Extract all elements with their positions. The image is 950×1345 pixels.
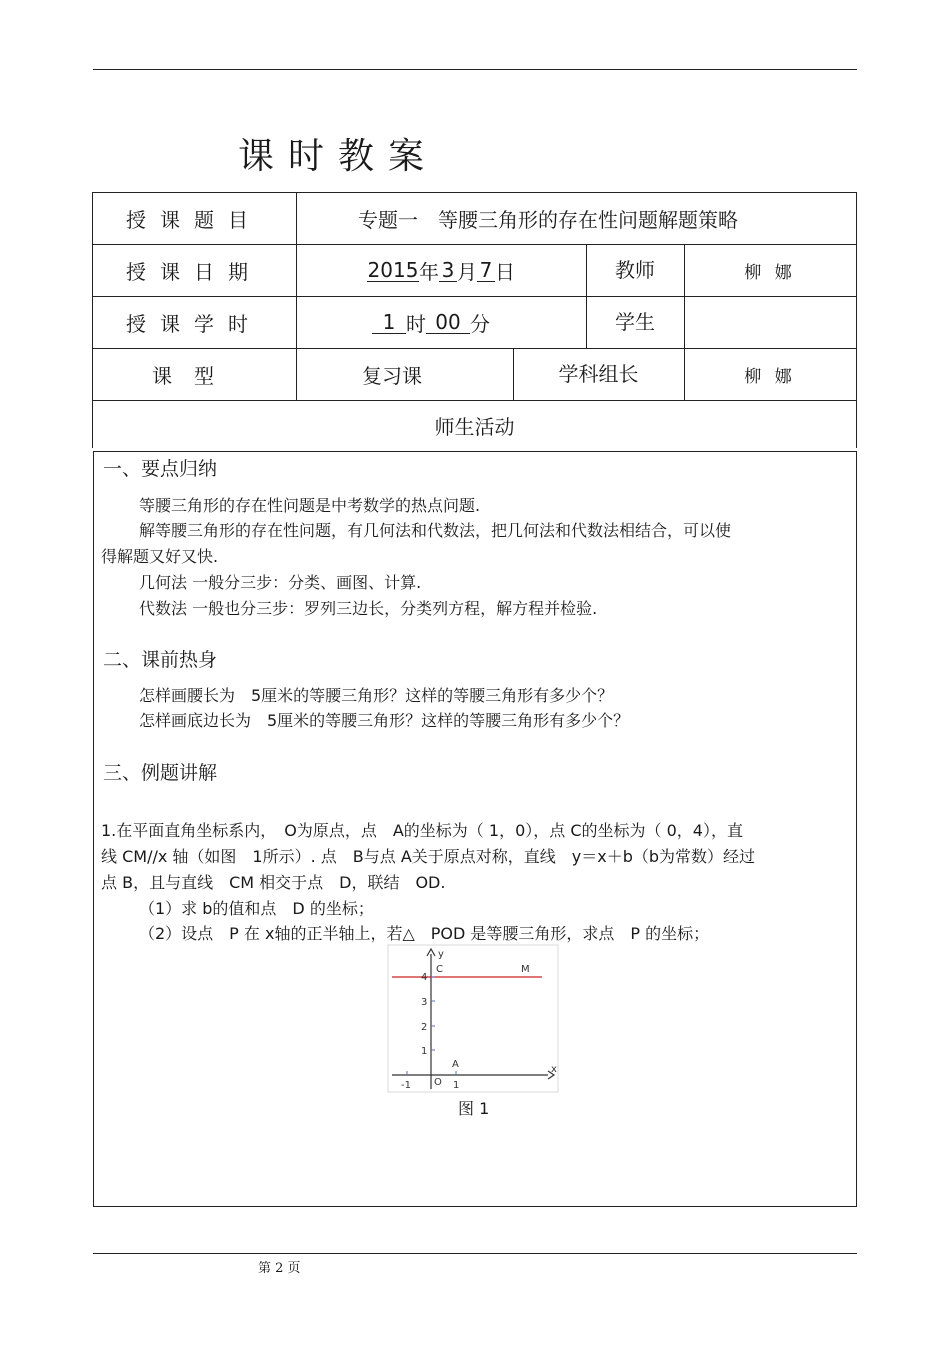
s1-paragraph-2a: 解等腰三角形的存在性问题，有几何法和代数法，把几何法和代数法相结合，可以使 xyxy=(139,521,732,540)
hours-label: 授课学时 xyxy=(126,311,262,336)
label-c: C xyxy=(436,964,443,975)
date-label: 授课日期 xyxy=(126,259,262,284)
tick-label-x1: 1 xyxy=(453,1080,460,1091)
question-1-line-3: 点 B，且与直线 CM 相交于点 D，联结 OD. xyxy=(101,873,446,892)
date-year-unit: 年 xyxy=(419,259,439,284)
section-title-3: 三、例题讲解 xyxy=(103,762,218,784)
s1-paragraph-3: 几何法 一般分三步：分类、画图、计算. xyxy=(139,573,422,592)
date-value xyxy=(296,244,586,296)
student-value xyxy=(684,296,856,348)
s1-paragraph-1: 等腰三角形的存在性问题是中考数学的热点问题. xyxy=(139,496,481,515)
label-x: x xyxy=(551,1064,557,1075)
date-month: 3 xyxy=(439,259,457,282)
tick-label-1: 1 xyxy=(421,1046,428,1057)
tick-label-4: 4 xyxy=(421,972,428,983)
question-1-line-2: 线 CM//x 轴（如图 1所示）. 点 B与点 A关于原点对称，直线 y＝x＋b（b为常数）经过 xyxy=(101,847,756,866)
s2-paragraph-1: 怎样画腰长为 5厘米的等腰三角形？这样的等腰三角形有多少个？ xyxy=(139,686,614,705)
type-label: 课型 xyxy=(152,363,236,388)
leader-label: 学科组长 xyxy=(558,361,639,386)
coordinate-figure xyxy=(386,944,560,1094)
tick-label-neg1: -1 xyxy=(401,1080,411,1091)
figure-frame xyxy=(388,945,558,1092)
page-number: 第 2 页 xyxy=(258,1261,301,1276)
s2-paragraph-2: 怎样画底边长为 5厘米的等腰三角形？这样的等腰三角形有多少个？ xyxy=(139,711,630,730)
section-title-1: 一、要点归纳 xyxy=(103,458,218,480)
hours-value xyxy=(296,296,586,348)
date-year: 2015 xyxy=(367,257,419,282)
s1-paragraph-2b: 得解题又好又快. xyxy=(101,547,219,566)
figure-caption: 图 1 xyxy=(458,1099,490,1118)
teacher-value: 柳 娜 xyxy=(744,262,796,283)
date-month-unit: 月 xyxy=(457,259,477,284)
student-label: 学生 xyxy=(615,309,655,334)
date-day-unit: 日 xyxy=(495,259,515,284)
label-o: O xyxy=(434,1077,442,1088)
question-1-sub-1: （1）求 b的值和点 D 的坐标； xyxy=(139,899,374,918)
activity-header: 师生活动 xyxy=(434,414,515,439)
teacher-label: 教师 xyxy=(615,257,655,282)
type-value: 复习课 xyxy=(362,363,422,388)
label-m: M xyxy=(521,964,530,975)
label-y: y xyxy=(438,949,444,960)
hours-unit: 时 xyxy=(406,311,426,336)
bottom-rule xyxy=(93,1253,857,1254)
topic-label: 授课题目 xyxy=(126,207,262,232)
s1-paragraph-4: 代数法 一般也分三步：罗列三边长，分类列方程，解方程并检验. xyxy=(139,599,598,618)
tick-label-2: 2 xyxy=(421,1022,428,1033)
topic-value: 专题一 等腰三角形的存在性问题解题策略 xyxy=(358,207,738,232)
question-1-sub-2: （2）设点 P 在 x轴的正半轴上，若△ POD 是等腰三角形，求点 P 的坐标； xyxy=(139,924,710,943)
page-title: 课时教案 xyxy=(238,136,439,177)
tick-label-3: 3 xyxy=(421,997,428,1008)
leader-value: 柳 娜 xyxy=(744,366,796,387)
question-1-line-1: 1.在平面直角坐标系内， O为原点，点 A的坐标为（ 1，0），点 C的坐标为（ 0，4），直 xyxy=(101,821,743,840)
minutes-number: 00 xyxy=(426,311,470,334)
top-rule xyxy=(93,69,857,70)
date-day: 7 xyxy=(477,259,495,282)
hours-number: 1 xyxy=(372,311,406,334)
section-title-2: 二、课前热身 xyxy=(103,649,218,671)
label-a: A xyxy=(452,1059,459,1070)
minutes-unit: 分 xyxy=(470,311,490,336)
